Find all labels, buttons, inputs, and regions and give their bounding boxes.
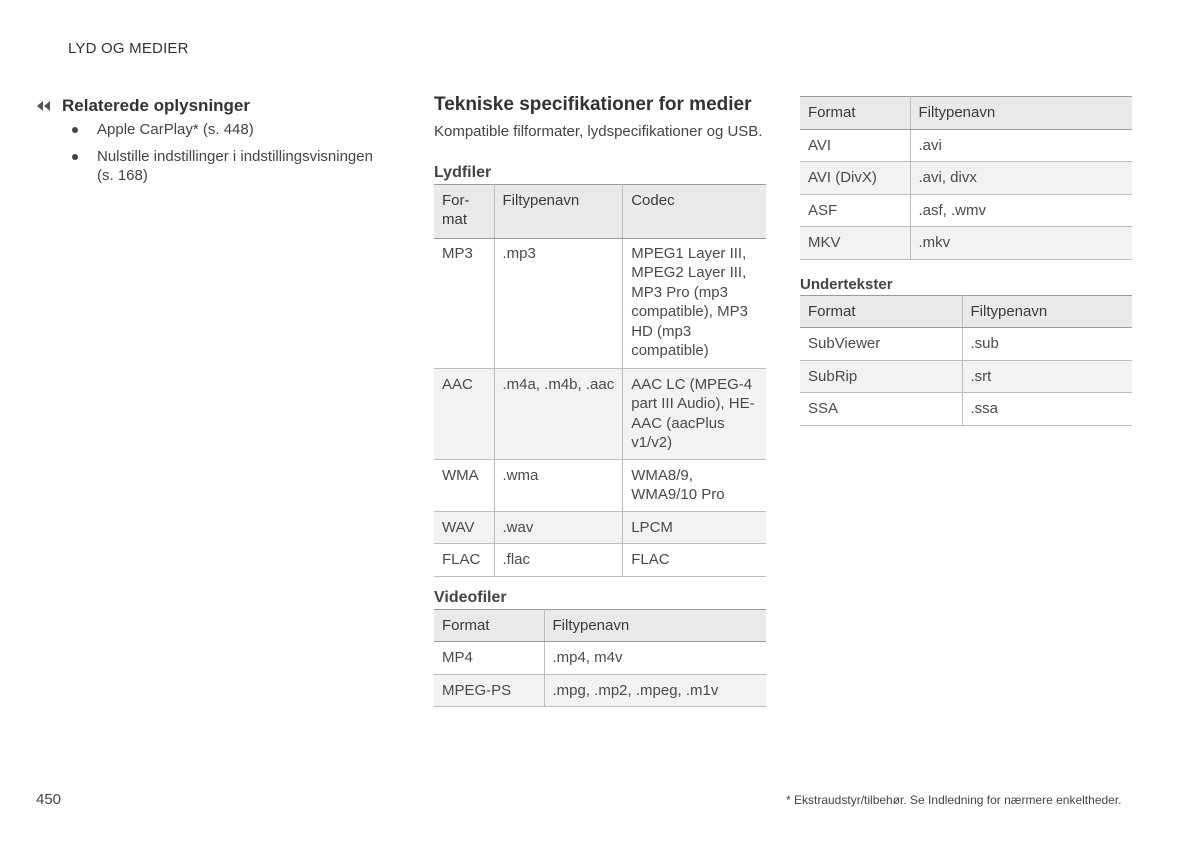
table-row: [434, 544, 766, 577]
table-row: [800, 227, 1132, 260]
table-row: [434, 642, 766, 675]
table-cell: .sub: [962, 328, 1132, 361]
table-header-cell: Format: [434, 609, 544, 642]
table-row: [800, 129, 1132, 162]
table-cell: SubViewer: [800, 328, 962, 361]
table-cell: .flac: [494, 544, 623, 577]
table-header-row: [800, 97, 1132, 130]
table-cell: WMA: [434, 459, 494, 511]
table-header-cell: Format: [800, 97, 910, 130]
table-row: [434, 368, 766, 459]
section-header: LYD OG MEDIER: [68, 40, 189, 57]
subtitles-table: [800, 295, 1132, 426]
table-header-cell: Codec: [623, 184, 766, 238]
table-row: [434, 511, 766, 544]
video-table-continued: [800, 96, 1132, 260]
related-link-reset[interactable]: Nulstille indstillinger i indstillingsvisningen (s. 168): [70, 147, 386, 186]
table-cell: LPCM: [623, 511, 766, 544]
table-row: [434, 238, 766, 368]
audio-title: Lydfiler: [434, 163, 492, 181]
table-cell: SubRip: [800, 360, 962, 393]
table-cell: MPEG-PS: [434, 674, 544, 707]
table-header-row: [434, 609, 766, 642]
table-cell: WAV: [434, 511, 494, 544]
table-header-cell: For-mat: [434, 184, 494, 238]
table-header-cell: Filtypenavn: [962, 295, 1132, 328]
table-cell: .mpg, .mp2, .mpeg, .m1v: [544, 674, 766, 707]
double-chevron-left-icon: [36, 101, 62, 111]
table-cell: .mp4, m4v: [544, 642, 766, 675]
table-cell: FLAC: [623, 544, 766, 577]
right-column: [800, 96, 1132, 426]
table-cell: .ssa: [962, 393, 1132, 426]
table-header-row: [800, 295, 1132, 328]
table-header-row: [434, 184, 766, 238]
table-cell: MPEG1 Layer III, MPEG2 Layer III, MP3 Pro (mp3 compatible), MP3 HD (mp3 compatible): [623, 238, 766, 368]
table-cell: MP3: [434, 238, 494, 368]
related-list: [36, 120, 386, 186]
table-cell: .mp3: [494, 238, 623, 368]
table-cell: .mkv: [910, 227, 1132, 260]
table-header-cell: Format: [800, 295, 962, 328]
table-row: [434, 674, 766, 707]
table-cell: .avi, divx: [910, 162, 1132, 195]
page-title: Tekniske specifikationer for medier: [434, 94, 752, 115]
table-cell: .avi: [910, 129, 1132, 162]
table-cell: SSA: [800, 393, 962, 426]
table-cell: AAC LC (MPEG-4 part III Audio), HE-AAC (aacPlus v1/v2): [623, 368, 766, 459]
table-row: [800, 328, 1132, 361]
table-row: [800, 194, 1132, 227]
table-row: [800, 162, 1132, 195]
table-header-cell: Filtypenavn: [494, 184, 623, 238]
table-row: [434, 459, 766, 511]
table-cell: .wma: [494, 459, 623, 511]
table-cell: MP4: [434, 642, 544, 675]
page-number: 450: [36, 791, 62, 808]
video-table: [434, 609, 766, 708]
media-specs-section: [434, 94, 766, 707]
footnote: * Ekstraudstyr/tilbehør. Se Indledning for nærmere enkeltheder.: [786, 793, 1122, 807]
related-link-carplay[interactable]: Apple CarPlay* (s. 448): [70, 120, 386, 140]
table-cell: FLAC: [434, 544, 494, 577]
video-title: Videofiler: [434, 588, 507, 606]
table-cell: AVI: [800, 129, 910, 162]
table-cell: .asf, .wmv: [910, 194, 1132, 227]
bullet-icon: [72, 154, 78, 160]
table-header-cell: Filtypenavn: [910, 97, 1132, 130]
table-cell: .srt: [962, 360, 1132, 393]
table-cell: AAC: [434, 368, 494, 459]
bullet-icon: [72, 127, 78, 133]
table-row: [800, 360, 1132, 393]
intro-text: Kompatible filformater, lydspecifikationer og USB.: [434, 123, 763, 140]
table-cell: AVI (DivX): [800, 162, 910, 195]
audio-table: [434, 184, 766, 577]
related-info: [36, 96, 386, 193]
table-cell: .m4a, .m4b, .aac: [494, 368, 623, 459]
table-cell: WMA8/9, WMA9/10 Pro: [623, 459, 766, 511]
related-title: Relaterede oplysninger: [62, 96, 251, 115]
table-cell: MKV: [800, 227, 910, 260]
table-row: [800, 393, 1132, 426]
table-header-cell: Filtypenavn: [544, 609, 766, 642]
table-cell: .wav: [494, 511, 623, 544]
table-cell: ASF: [800, 194, 910, 227]
subtitles-title: Undertekster: [800, 275, 893, 293]
